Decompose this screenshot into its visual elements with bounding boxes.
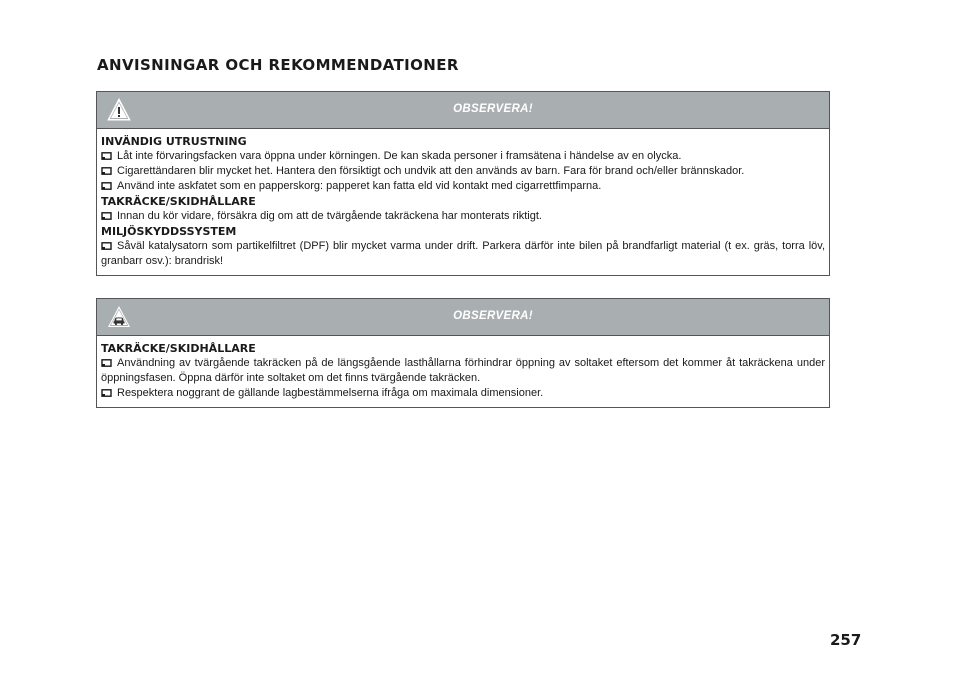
square-bullet-icon [101,152,112,160]
square-bullet-icon [101,389,112,397]
list-item: Användning av tvärgående takräcken på de längsgående lasthållarna förhindrar öppning av soltaket eftersom det kommer åt takräckena under öppningsfasen. Öppna därför inte soltaket om det finns tvärgående takräcken. [101,357,825,384]
section-title-takracke: TAKRÄCKE/SKIDHÅLLARE [101,195,256,208]
section-title-takracke: TAKRÄCKE/SKIDHÅLLARE [101,342,256,355]
square-bullet-icon [101,212,112,220]
warning-note-2 [96,298,830,408]
page-title: ANVISNINGAR OCH REKOMMENDATIONER [97,56,459,74]
list-item: Innan du kör vidare, försäkra dig om att de tvärgående takräckena har monterats riktigt. [101,209,825,224]
note-title: OBSERVERA! [453,103,533,115]
warning-note-1 [96,91,830,276]
note-title: OBSERVERA! [453,310,533,322]
square-bullet-icon [101,182,112,190]
list-item: Låt inte förvaringsfacken vara öppna under körningen. De kan skada personer i framsätena i händelse av en olycka. [101,149,825,164]
note-header [97,299,829,336]
list-item: Respektera noggrant de gällande lagbestämmelserna ifråga om maximala dimensioner. [101,386,825,401]
square-bullet-icon [101,242,112,250]
note-body [97,129,829,275]
square-bullet-icon [101,167,112,175]
list-item: Såväl katalysatorn som partikelfiltret (DPF) blir mycket varma under drift. Parkera därför inte bilen på brandfarligt material (t ex. gräs, torra löv, granbarr osv.): brandrisk! [101,240,825,267]
note-header [97,92,829,129]
square-bullet-icon [101,359,112,367]
page-number: 257 [830,631,862,649]
list-item: Använd inte askfatet som en papperskorg: papperet kan fatta eld vid kontakt med cigarrettfimparna. [101,179,825,194]
list-item: Cigarettändaren blir mycket het. Hantera den försiktigt och undvik att den används av barn. Fara för brand och/eller brännskador. [101,164,825,179]
section-title-miljoskyddssystem: MILJÖSKYDDSSYSTEM [101,225,237,238]
note-body [97,336,829,407]
section-title-invandig-utrustning: INVÄNDIG UTRUSTNING [101,135,247,148]
